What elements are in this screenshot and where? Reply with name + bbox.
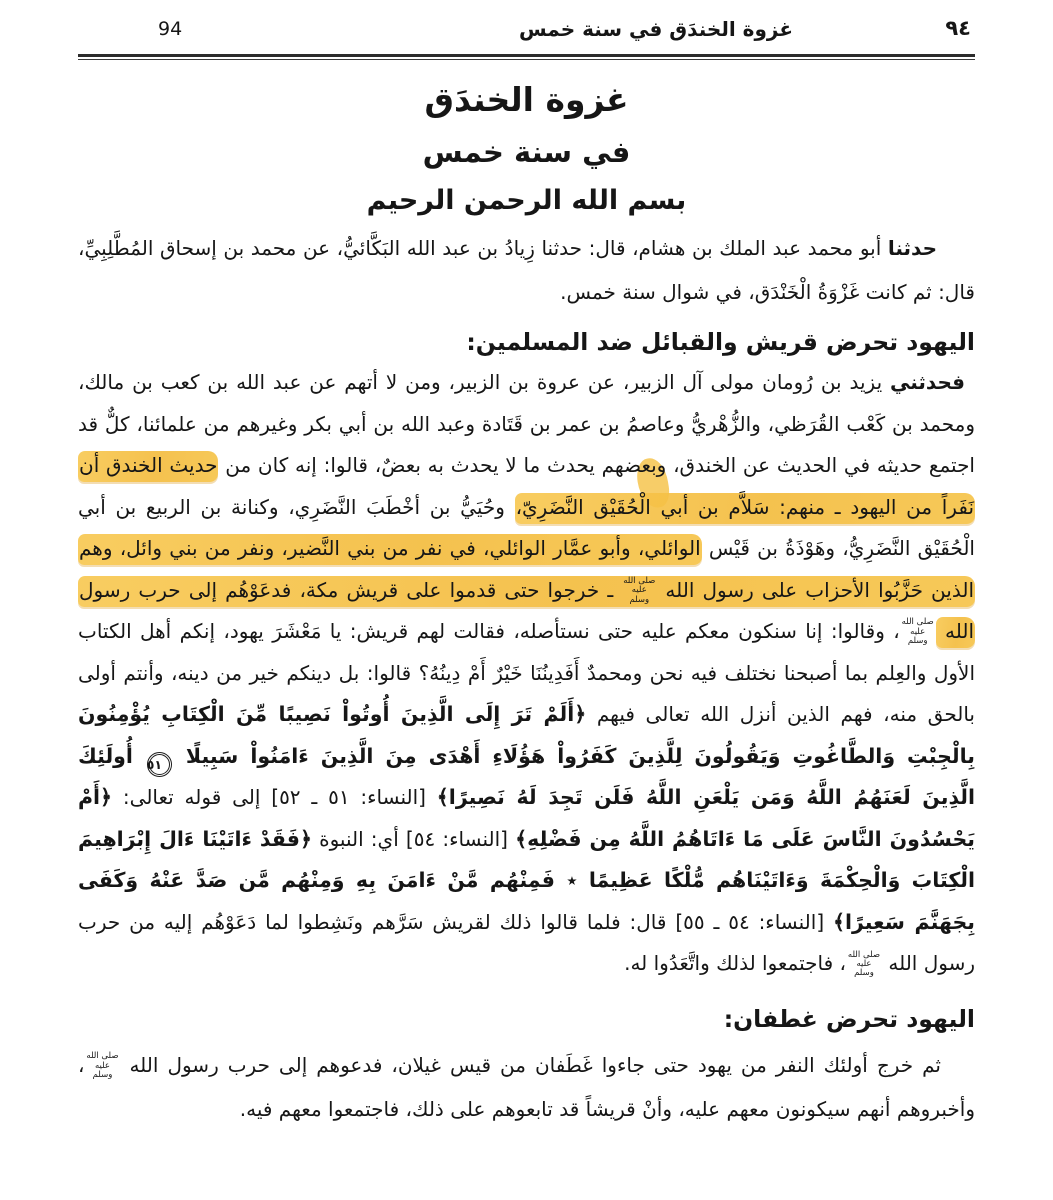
header-divider-rule	[78, 54, 975, 60]
paragraph-text: ثم خرج أولئك النفر من يهود حتى جاءوا غَطَفان من قيس غيلان، فدعوهم إلى حرب رسول الله	[120, 1052, 941, 1077]
paragraph-text: ، وقالوا: إنا سنكون معكم عليه حتى نستأصله، فقالت لهم قريش: يا مَعْشَرَ يهود، إنكم أهل الكتاب الأول والعِلم بما أصبحنا نختلف فيه نحن ومحمدٌ أَفَدِينُنَا خَيْرٌ أَمْ دِينُهُ؟ قالوا: بل دينكم خير من دينه، وأنتم أولى بالحق منه، فهم الذين أنزل الله تعالى فيهم	[78, 619, 975, 726]
basmala: بسم الله الرحمن الرحيم	[366, 185, 687, 216]
page-number-latin: 94	[158, 18, 183, 40]
lead-word: فحدثني	[890, 370, 965, 394]
saw-honorific-symbol: صلى الله عليه وسلم	[901, 617, 934, 647]
paragraph-text: أبو محمد عبد الملك بن هشام، قال: حدثنا زِيادُ بن عبد الله البَكَّائيُّ، عن محمد بن إسحاق المُطَّلِبِيِّ، قال: ثم كانت غَزْوَةُ الْخَنْدَق، في شوال سنة خمس.	[78, 236, 975, 304]
quran-quote: أُولَئِكَ الَّذِينَ لَعَنَهُمُ اللَّهُ وَمَن يَلْعَنِ اللَّهُ فَلَن تَجِدَ لَهُ نَصِيرًا﴾	[78, 743, 976, 810]
chapter-title: غزوة الخندَق	[424, 80, 629, 119]
paragraph-text: ، فاجتمعوا لذلك واتَّعَدُوا له.	[624, 951, 846, 976]
paragraph-text: [النساء: ٥٤ ـ ٥٥] قال: فلما قالوا ذلك لقريش سَرَّهم ونَشِطوا لما دَعَوْهُم إليه من حرب رسول الله	[78, 909, 975, 976]
verse-number-badge: ٥١	[147, 752, 172, 777]
paragraph-text: ، وأخبروهم أنهم سيكونون معهم عليه، وأنْ قريشاً قد تابعوهم على ذلك، فاجتمعوا معهم فيه.	[78, 1052, 975, 1121]
section-heading-ghatafan: اليهود تحرض غطفان:	[723, 1004, 975, 1033]
chapter-subtitle: في سنة خمس	[422, 135, 631, 169]
paragraph-ghatafan	[78, 1043, 975, 1131]
chapter-title-block	[78, 80, 975, 216]
saw-honorific-symbol: صلى الله عليه وسلم	[86, 1051, 119, 1080]
verse-reference: [النساء: ٥١ ـ ٥٢] إلى قوله تعالى:	[112, 785, 437, 810]
lead-word: حدثنا	[887, 236, 937, 260]
section-heading-quraysh: اليهود تحرض قريش والقبائل ضد المسلمين:	[466, 328, 975, 356]
verse-reference: [النساء: ٥٤] أي: النبوة	[311, 826, 516, 851]
highlighted-text-part: ـ خرجوا حتى قدموا على قريش مكة، فدعَوْهُم إلى حرب رسول الله	[79, 577, 975, 643]
paragraph-text: وحُيَيُّ بن أخْطَبَ النَّضَرِي، وكنانة بن الربيع بن أبي الْحُقَيْق النَّضَرِيُّ، وهَوْذَةُ بن قَيْس	[78, 494, 975, 560]
page-header	[78, 14, 975, 50]
quran-quote: ﴿أَلَمْ تَرَ إِلَى الَّذِينَ أُوتُواْ نَصِيبًا مِّنَ الْكِتَابِ يُؤْمِنُونَ بِالْجِبْتِ وَالطَّاغُوتِ وَيَقُولُونَ لِلَّذِينَ كَفَرُواْ هَؤُلَاءِ أَهْدَى مِنَ الَّذِينَ ءَامَنُواْ سَبِيلًا	[78, 702, 975, 768]
highlighted-text: حديث الخندق أن نَفَراً من اليهود ـ منهم: سَلاَّم بن أبي الْحُقَيْق النَّضَرِيّ،	[78, 451, 975, 524]
paragraph-text: يزيد بن رُومان مولى آل الزبير، عن عروة بن الزبير، ومن لا أتهم عن عبد الله بن كعب بن مالك، ومحمد بن كَعْب القُرَظي، والزُّهْريُّ وعاصمُ بن عمر بن قَتَادة وعبد الله بن أبي بكر وغيرهم من علمائنا، كلٌّ قد اجتمع حديثه في الحديث عن الخندق، وبعضهم يحدث ما لا يحدث به بعضٌ، قالوا: إنه كان من	[78, 370, 975, 477]
quran-quote: ﴿أَمْ يَحْسُدُونَ النَّاسَ عَلَى مَا ءَاتَاهُمُ اللَّهُ مِن فَضْلِهِ﴾	[78, 785, 976, 851]
running-header-title: غزوة الخندَق في سنة خمس	[519, 17, 793, 41]
saw-honorific-symbol: صلى الله عليه وسلم	[623, 575, 656, 605]
quran-quote: ﴿فَقَدْ ءَاتَيْنَا ءَالَ إِبْرَاهِيمَ الْكِتَابَ وَالْحِكْمَةَ وَءَاتَيْنَاهُم مُّلْكًا عَظِيمًا ٭ فَمِنْهُم مَّنْ ءَامَنَ بِهِ وَمِنْهُم مَّن صَدَّ عَنْهُ وَكَفَى بِجَهَنَّمَ سَعِيرًا﴾	[78, 826, 976, 934]
paragraph-isnad	[78, 226, 975, 314]
page-number-arabic: ٩٤	[945, 16, 971, 40]
paragraph-narrative	[78, 362, 975, 985]
saw-honorific-symbol: صلى الله عليه وسلم	[847, 949, 881, 979]
highlighted-text-part: الوائلي، وأبو عمَّار الوائلي، في نفر من بني النَّضير، ونفر من بني وائل، وهم الذين حَزَّبُوا الأحزاب على رسول الله	[79, 536, 975, 602]
